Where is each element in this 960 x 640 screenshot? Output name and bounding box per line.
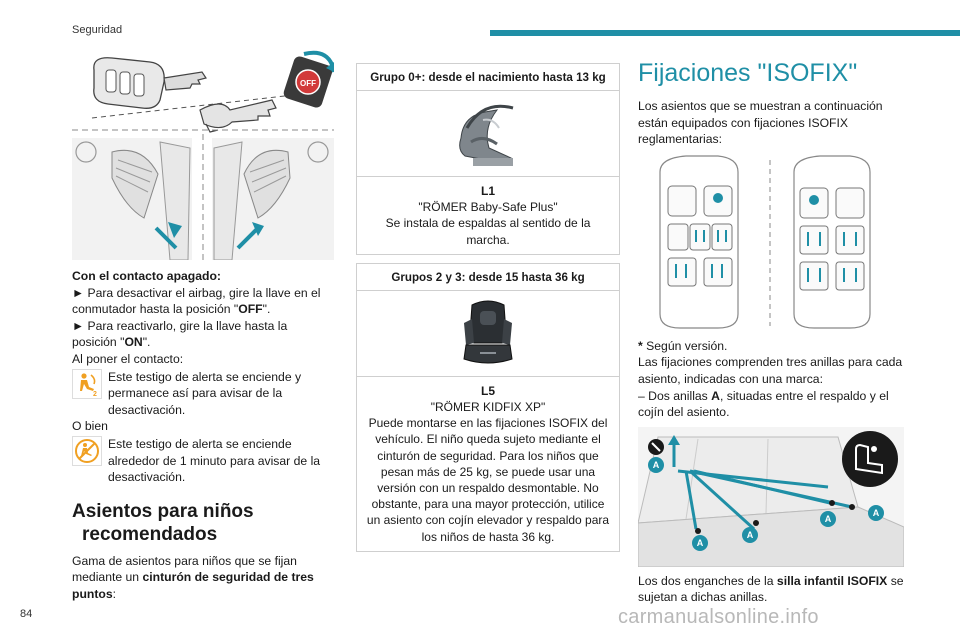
child-seats-intro: Gama de asientos para niños que se fijan mediante un cinturón de seguridad de tres puntos: [72,553,314,601]
booster-seat-image [357,291,619,377]
svg-text:2: 2 [93,390,97,398]
page-number: 84 [20,608,33,620]
warning-text-1: Este testigo de alerta se enciende y permanece así para avisar de la desactivación. [108,369,302,417]
reactivate-instruction: ► Para reactivarlo, gire la llave hasta la posición "ON". [72,318,288,350]
isofix-intro: Los asientos que se muestran a continuación están equipados con fijaciones ISOFIX reglamentarias: [638,99,883,147]
seat-model: "RÖMER Baby-Safe Plus" [418,200,558,215]
header-accent-bar [490,30,960,36]
seat-code: L1 [480,184,495,198]
seat-note: Se instala de espaldas al sentido de la marcha. [385,216,591,247]
baby-carrier-image [357,91,619,177]
seat-group-label: Grupos 2 y 3: desde 15 hasta 36 kg [357,264,619,291]
dashboard-left-illustration [72,138,192,260]
callout-a-label: A [696,537,704,548]
warning-text-2: Este testigo de alerta se enciende alrededor de 1 minuto para avisar de la desactivación. [108,436,321,485]
seat-note: Puede montarse en las fijaciones ISOFIX del vehículo. El niño queda sujeto mediante el cinturón de seguridad. Para los niños que pesan más de 25 kg, se puede usar una versión con un respaldo desmontable. No obstante, para una mayor protección, utilice un asiento con cojín elevador y respaldo para los niños de hasta 36 kg. [366,416,610,544]
callout-a-label: A [824,513,832,524]
seat-group-label: Grupo 0+: desde el nacimiento hasta 13 kg [357,64,619,91]
or-text: O bien [72,419,108,434]
isofix-seat-layout-illustration [638,154,904,332]
warning-row-1 [72,369,334,419]
car-layout-left [660,156,738,328]
airbag-off-switch-icon [282,53,334,109]
callout-a-label: A [652,459,660,470]
seat-card-group-0 [356,63,620,255]
seat-model: "RÖMER KIDFIX XP" [430,400,546,415]
rings-description: Las fijaciones comprenden tres anillas para cada asiento, indicadas con una marca: [638,355,903,386]
isofix-logo-icon [842,431,898,487]
seat-description [357,177,619,254]
column-middle [356,63,620,560]
column-left [72,48,334,603]
column-right [638,58,904,606]
section-title-child-seats: Asientos para niños recomendados [72,500,254,545]
isofix-title: Fijaciones "ISOFIX" [638,59,858,87]
warning-row-2 [72,436,334,486]
section-header: Seguridad [72,24,123,36]
rings-a-description: – Dos anillas A, situadas entre el respaldo y el cojín del asiento. [638,388,889,420]
seat-card-group-2-3 [356,263,620,552]
contact-on-text: Al poner el contacto: [72,351,184,366]
dashboard-right-illustration [212,138,334,260]
key-blade-icon [200,100,276,132]
airbag-off-warning-icon [72,436,102,466]
airbag-switch-illustration [72,48,334,260]
watermark: carmanualsonline.info [618,606,819,628]
callout-a-label: A [872,507,880,518]
isofix-hooks-text: Los dos enganches de la silla infantil ISOFIX se sujetan a dichas anillas. [638,573,904,605]
footnote: * Según versión. [638,338,728,353]
off-switch-label: OFF [300,79,316,88]
isofix-rings-illustration [638,427,904,567]
contact-off-heading: Con el contacto apagado: [72,269,221,283]
seat-description [357,377,619,551]
callout-a-label: A [746,529,754,540]
key-fob-icon [94,58,206,109]
seat-code: L5 [480,383,495,398]
deactivate-instruction: ► Para desactivar el airbag, gire la llave en el conmutador hasta la posición "OFF". [72,285,321,317]
car-layout-right [794,156,870,328]
airbag-warning-icon [72,369,102,399]
